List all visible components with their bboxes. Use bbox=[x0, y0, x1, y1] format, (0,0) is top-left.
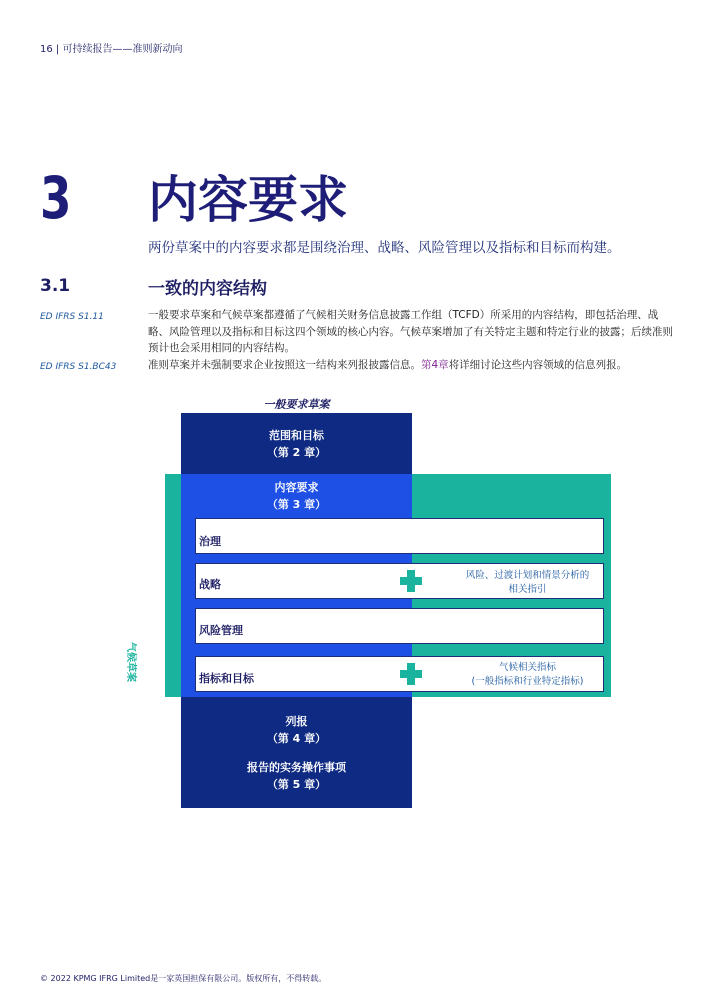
chapter-4-link[interactable]: 第4章 bbox=[421, 359, 449, 371]
page-header: 16 | 可持续报告——准则新动向 bbox=[40, 44, 183, 55]
row-note bbox=[455, 569, 600, 597]
content-header bbox=[181, 479, 412, 513]
presentation-chapter: （第 4 章） bbox=[266, 732, 327, 745]
reference-label: ED IFRS S1.BC43 bbox=[40, 362, 117, 372]
chapter-number: 3 bbox=[40, 164, 72, 232]
row-note-line: 相关指引 bbox=[508, 584, 547, 595]
general-requirements-label: 一般要求草案 bbox=[263, 398, 330, 411]
content-chapter: （第 3 章） bbox=[266, 498, 327, 511]
presentation-block bbox=[181, 697, 412, 808]
row-label: 治理 bbox=[199, 535, 221, 548]
practical-chapter: （第 5 章） bbox=[266, 778, 327, 791]
row-label: 战略 bbox=[199, 578, 221, 591]
row-note bbox=[455, 661, 600, 689]
row-label: 风险管理 bbox=[199, 624, 243, 637]
paragraph bbox=[148, 357, 673, 374]
presentation-title: 列报 bbox=[285, 715, 308, 728]
page-footer: © 2022 KPMG IFRG Limited是一家英国担保有限公司。版权所有，不得转载。 bbox=[40, 974, 327, 983]
section-title: 一致的内容结构 bbox=[148, 279, 267, 299]
plus-icon bbox=[400, 570, 422, 592]
scope-title: 范围和目标 bbox=[269, 429, 324, 442]
row-label: 指标和目标 bbox=[199, 672, 254, 685]
chapter-title: 内容要求 bbox=[148, 171, 348, 229]
row-governance bbox=[195, 518, 604, 554]
section-number: 3.1 bbox=[40, 276, 71, 296]
row-note-line: 气候相关指标 bbox=[498, 662, 556, 673]
row-risk-management bbox=[195, 608, 604, 644]
content-title: 内容要求 bbox=[274, 481, 319, 494]
row-note-line: (一般指标和行业特定指标) bbox=[471, 676, 584, 687]
scope-block bbox=[181, 413, 412, 474]
plus-icon bbox=[400, 663, 422, 685]
paragraph-text: 将详细讨论这些内容领域的信息列报。 bbox=[448, 359, 628, 371]
paragraph: 一般要求草案和气候草案都遵循了气候相关财务信息披露工作组（TCFD）所采用的内容结构，即包括治理、战略、风险管理以及指标和目标这四个领域的核心内容。气候草案增加了有关特定主题和特定行业的披露；后续准则预计也会采用相同的内容结构。 bbox=[148, 309, 673, 354]
climate-draft-label: 气候草案 bbox=[125, 642, 136, 682]
paragraph-text: 准则草案并未强制要求企业按照这一结构来列报披露信息。 bbox=[148, 359, 421, 371]
reference-label: ED IFRS S1.11 bbox=[40, 312, 104, 322]
scope-chapter: （第 2 章） bbox=[266, 446, 327, 459]
practical-title: 报告的实务操作事项 bbox=[247, 761, 346, 774]
chapter-intro: 两份草案中的内容要求都是围绕治理、战略、风险管理以及指标和目标而构建。 bbox=[148, 240, 621, 256]
row-note-line: 风险、过渡计划和情景分析的 bbox=[465, 570, 590, 581]
